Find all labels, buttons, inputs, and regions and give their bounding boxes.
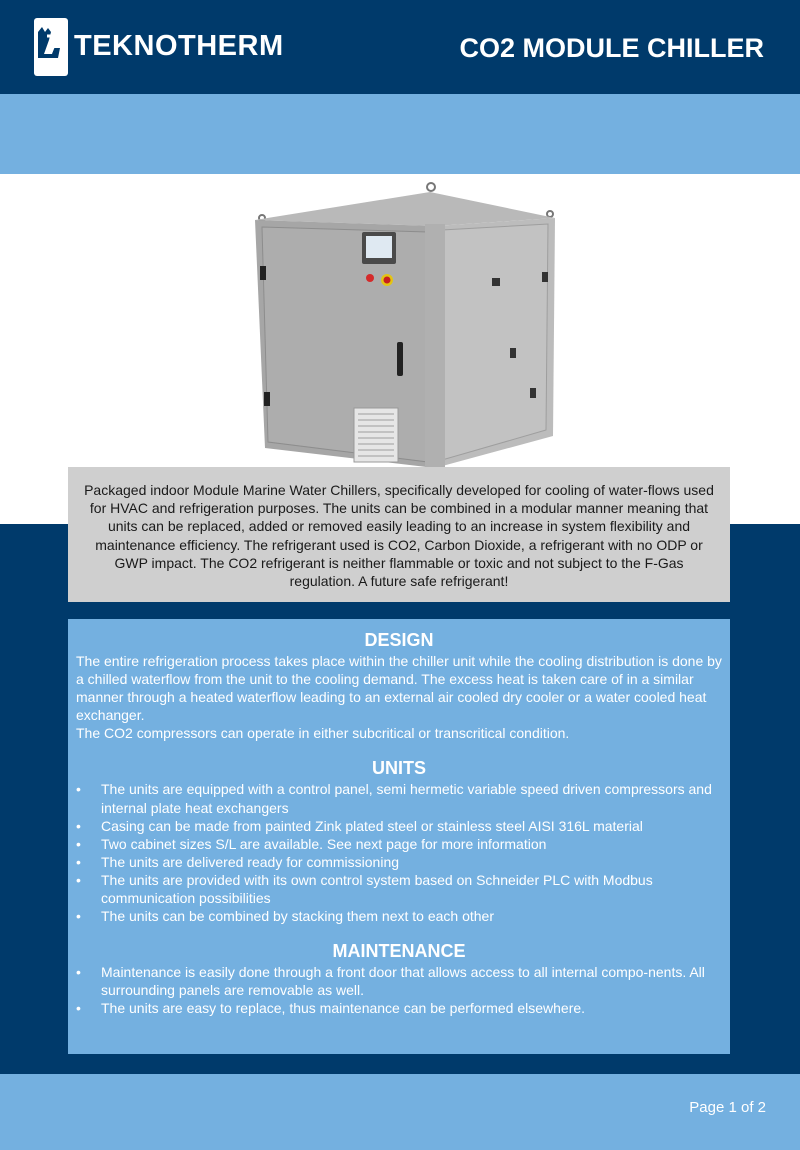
maintenance-heading: MAINTENANCE: [332, 941, 466, 962]
units-list: [76, 780, 722, 925]
list-item: • The units are equipped with a control panel, semi hermetic variable speed driven compressors and internal plate heat exchangers: [76, 780, 722, 816]
document-title: CO2 MODULE CHILLER: [459, 33, 764, 63]
page-number: Page 1 of 2: [689, 1099, 766, 1116]
list-item: • The units are easy to replace, thus maintenance can be performed elsewhere.: [76, 999, 722, 1017]
brand-name: TEKNOTHERM: [74, 30, 284, 62]
teknotherm-logo-icon: [34, 18, 68, 76]
maintenance-list: [76, 963, 722, 1017]
intro-description: Packaged indoor Module Marine Water Chillers, specifically developed for cooling of water-flows used for HVAC and refrigeration purposes. The units can be combined in a modular manner meaning that units can be replaced, added or removed easily leading to an increase in system flexibility and maintenance efficiency. The refrigerant used is CO2, Carbon Dioxide, a refrigerant with no ODP or GWP impact. The CO2 refrigerant is neither flammable or toxic and not subject to the F-Gas regulation. A future safe refrigerant!: [68, 467, 730, 602]
design-paragraph: The entire refrigeration process takes place within the chiller unit while the cooling distribution is done by a chilled waterflow from the unit to the cooling demand. The excess heat is taken care of in a similar manner through a heated waterflow leading to an external air cooled dry cooler or a water cooled heat exchanger.: [76, 653, 722, 724]
design-heading: DESIGN: [364, 630, 434, 650]
list-item: • The units are delivered ready for commissioning: [76, 853, 722, 871]
list-item: • Maintenance is easily done through a front door that allows access to all internal compo-nents. All surrounding panels are removable as well.: [76, 963, 722, 999]
list-item: • Casing can be made from painted Zink plated steel or stainless steel AISI 316L material: [76, 817, 722, 835]
units-heading: UNITS: [372, 758, 426, 779]
chiller-unit-image: [250, 180, 560, 475]
list-item: • The units can be combined by stacking them next to each other: [76, 907, 722, 925]
light-blue-band: [0, 94, 800, 174]
info-panel: [68, 619, 730, 1054]
design-paragraph-compressors: The CO2 compressors can operate in either subcritical or transcritical condition.: [76, 725, 570, 742]
list-item: • Two cabinet sizes S/L are available. See next page for more information: [76, 835, 722, 853]
footer-bar: [0, 1074, 800, 1150]
header-bar: [0, 0, 800, 94]
list-item: • The units are provided with its own control system based on Schneider PLC with Modbus communication possibilities: [76, 871, 722, 907]
